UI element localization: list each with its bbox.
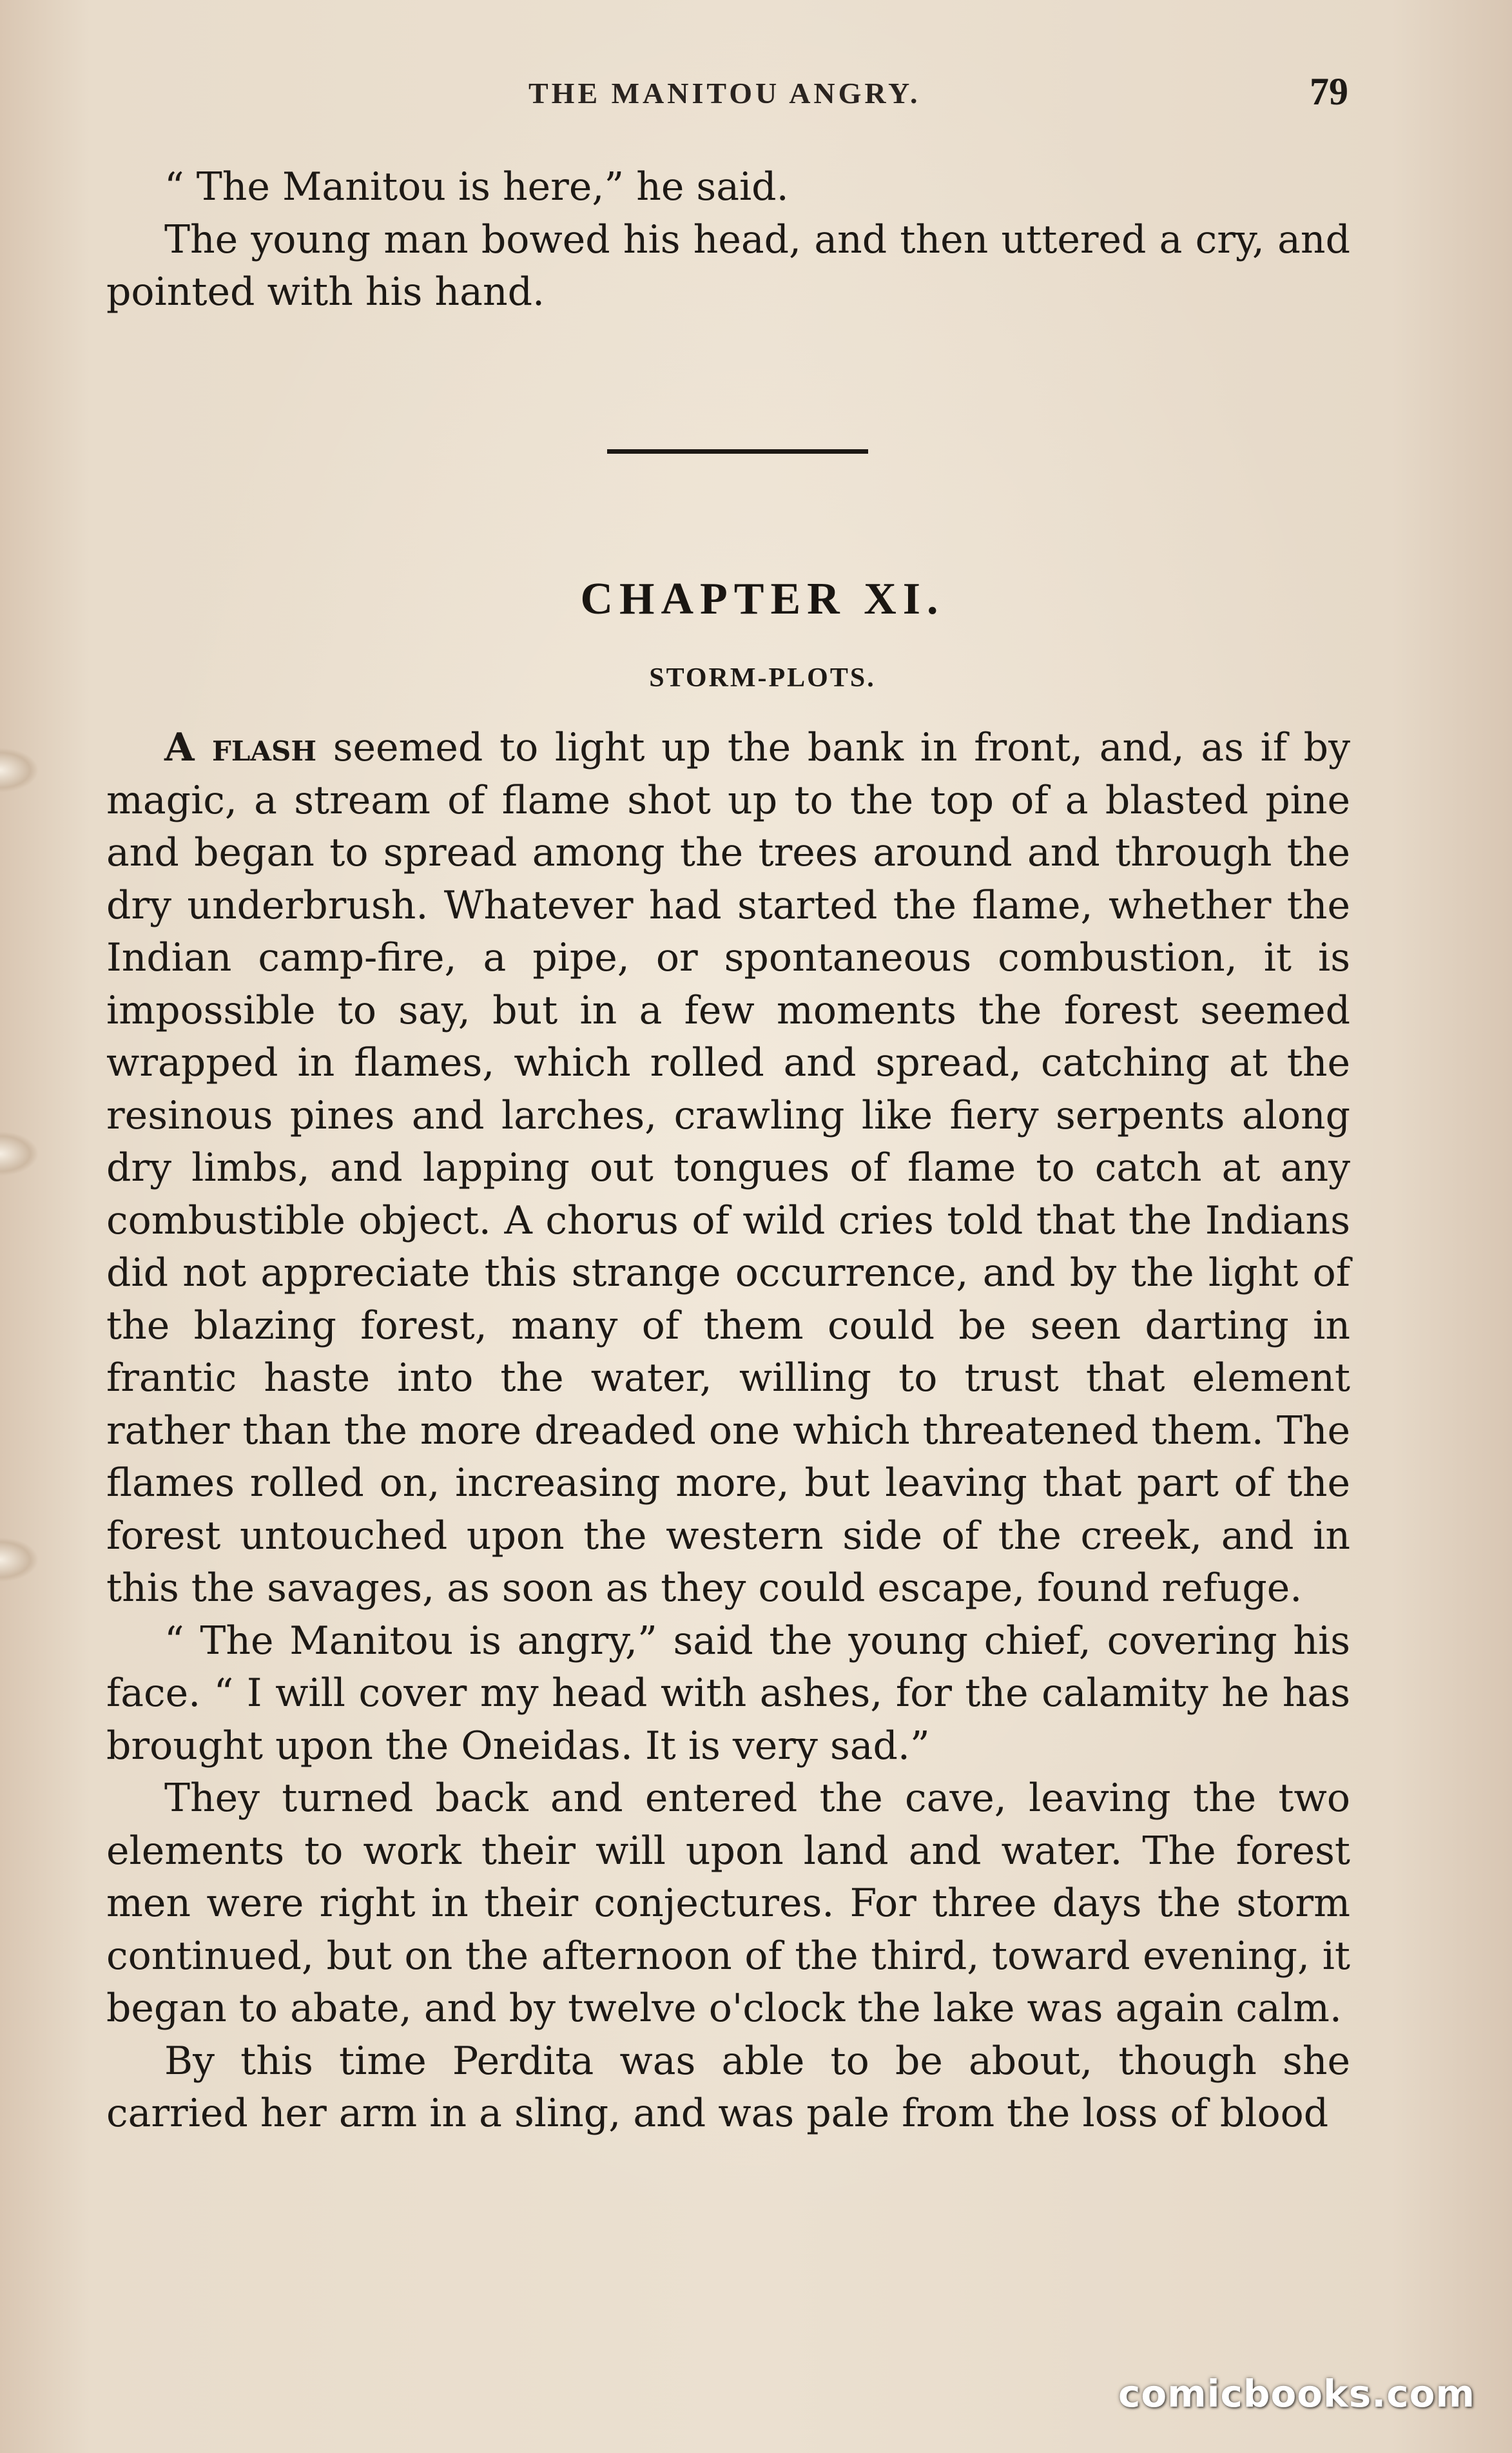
preceding-text (106, 161, 1350, 319)
paragraph: “ The Manitou is here,” he said. (164, 164, 789, 209)
chapter-subtitle: STORM-PLOTS. (649, 663, 876, 693)
chapter-body (106, 722, 1350, 2140)
site-watermark: comicbooks.com (1118, 2372, 1475, 2416)
lead-word: A flash (164, 725, 317, 770)
paragraph: The young man bowed his head, and then uttered a cry, and pointed with his hand. (106, 217, 1350, 315)
paragraph: By this time Perdita was able to be about, though she carried her arm in a sling, and was pale from the loss of blood (106, 2038, 1350, 2136)
chapter-title: CHAPTER XI. (580, 574, 945, 624)
paragraph: “ The Manitou is angry,” said the young chief, covering his face. “ I will cover my head with ashes, for the calamity he has brought upon the Oneidas. It is very sad.” (106, 1618, 1350, 1769)
page-edge-tear (0, 748, 39, 793)
paragraph: They turned back and entered the cave, leaving the two elements to work their will upon land and water. The forest men were right in their conjectures. For three days the storm continued, but on the afternoon of the third, toward evening, it began to abate, and by twelve o'clock the lake was again calm. (106, 1776, 1350, 2031)
page-number: 79 (1310, 70, 1348, 113)
paragraph (106, 722, 1350, 1615)
running-head: THE MANITOU ANGRY. (528, 77, 921, 110)
page-edge-tear (0, 1131, 39, 1176)
section-divider (607, 449, 868, 454)
paragraph-text: seemed to light up the bank in front, and, as if by magic, a stream of flame shot up to the top of a blasted pine and began to spread among the trees around and through the dry underbrush. Whatever had started the flame, whether the Indian camp-fire, a pipe, or spontaneous combustion, it is impossible to say, but in a few moments the forest seemed wrapped in flames, which rolled and spread, catching at the resinous pines and larches, crawling like fiery serpents along dry limbs, and lapping out tongues of flame to catch at any combustible object. A chorus of wild cries told that the Indians did not appreciate this strange occurrence, and by the light of the blazing forest, many of them could be seen darting in frantic haste into the water, willing to trust that element rather than the more dreaded one which threatened them. The flames rolled on, increasing more, but leaving that part of the forest untouched upon the western side of the creek, and in this the savages, as soon as they could escape, found refuge. (106, 725, 1350, 1611)
page-edge-tear (0, 1537, 39, 1582)
